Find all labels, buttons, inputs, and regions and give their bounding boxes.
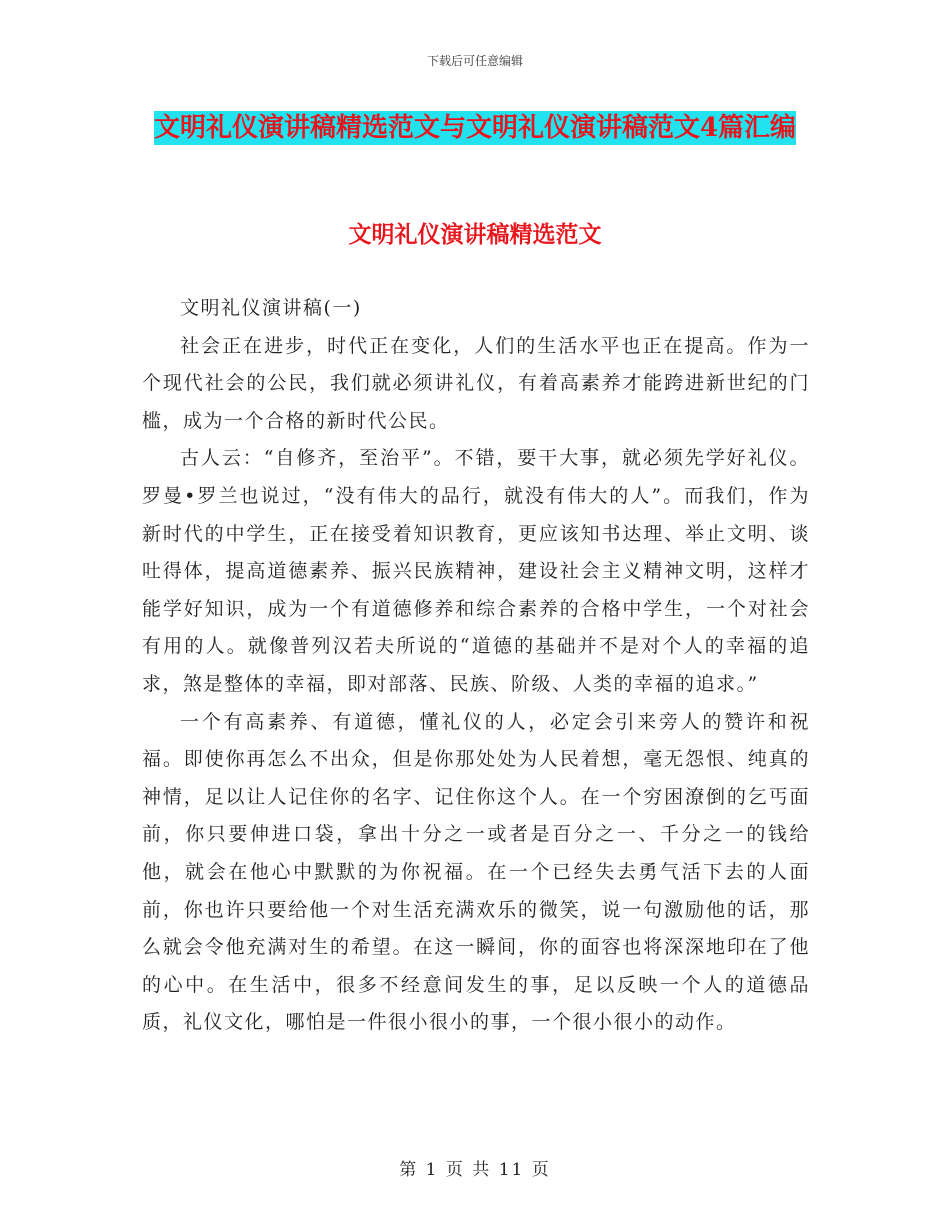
paragraph-1: 社会正在进步，时代正在变化，人们的生活水平也正在提高。作为一个现代社会的公民，我们就必须讲礼仪，有着高素养才能跨进新世纪的门槛，成为一个合格的新时代公民。 [142, 334, 810, 432]
paragraph-3: 一个有高素养、有道德，懂礼仪的人，必定会引来旁人的赞许和祝福。即使你再怎么不出众，但是你那处处为人民着想，毫无怨恨、纯真的神情，足以让人记住你的名字、记住你这个人。在一个穷困潦倒的乞丐面前，你只要伸进口袋，拿出十分之一或者是百分之一、千分之一的钱给他，就会在他心中默默的为你祝福。在一个已经失去勇气活下去的人面前，你也许只要给他一个对生活充满欢乐的微笑，说一句激励他的话，那么就会令他充满对生的希望。在这一瞬间，你的面容也将深深地印在了他的心中。在生活中，很多不经意间发生的事，足以反映一个人的道德品质，礼仪文化，哪怕是一件很小很小的事，一个很小很小的动作。 [142, 710, 810, 1034]
page-footer: 第 1 页 共 11 页 [399, 1160, 551, 1180]
paragraph-2: 古人云：“自修齐，至治平”。不错，要干大事，就必须先学好礼仪。罗曼•罗兰也说过，“没有伟大的品行，就没有伟大的人”。而我们，作为新时代的中学生，正在接受着知识教育，更应该知书达理、举止文明、谈吐得体，提高道德素养、振兴民族精神，建设社会主义精神文明，这样才能学好知识，成为一个有道德修养和综合素养的合格中学生，一个对社会有用的人。就像普列汉若夫所说的“道德的基础并不是对个人的幸福的追求，煞是整体的幸福，即对部落、民族、阶级、人类的幸福的追求。” [142, 447, 810, 695]
body-text [142, 290, 810, 1042]
main-title [140, 105, 810, 152]
subheading: 文明礼仪演讲稿(一) [180, 297, 362, 319]
main-title-text: 文明礼仪演讲稿精选范文与文明礼仪演讲稿范文4篇汇编 [153, 113, 797, 143]
header-note: 下载后可任意编辑 [426, 54, 523, 68]
section-title: 文明礼仪演讲稿精选范文 [348, 221, 602, 248]
